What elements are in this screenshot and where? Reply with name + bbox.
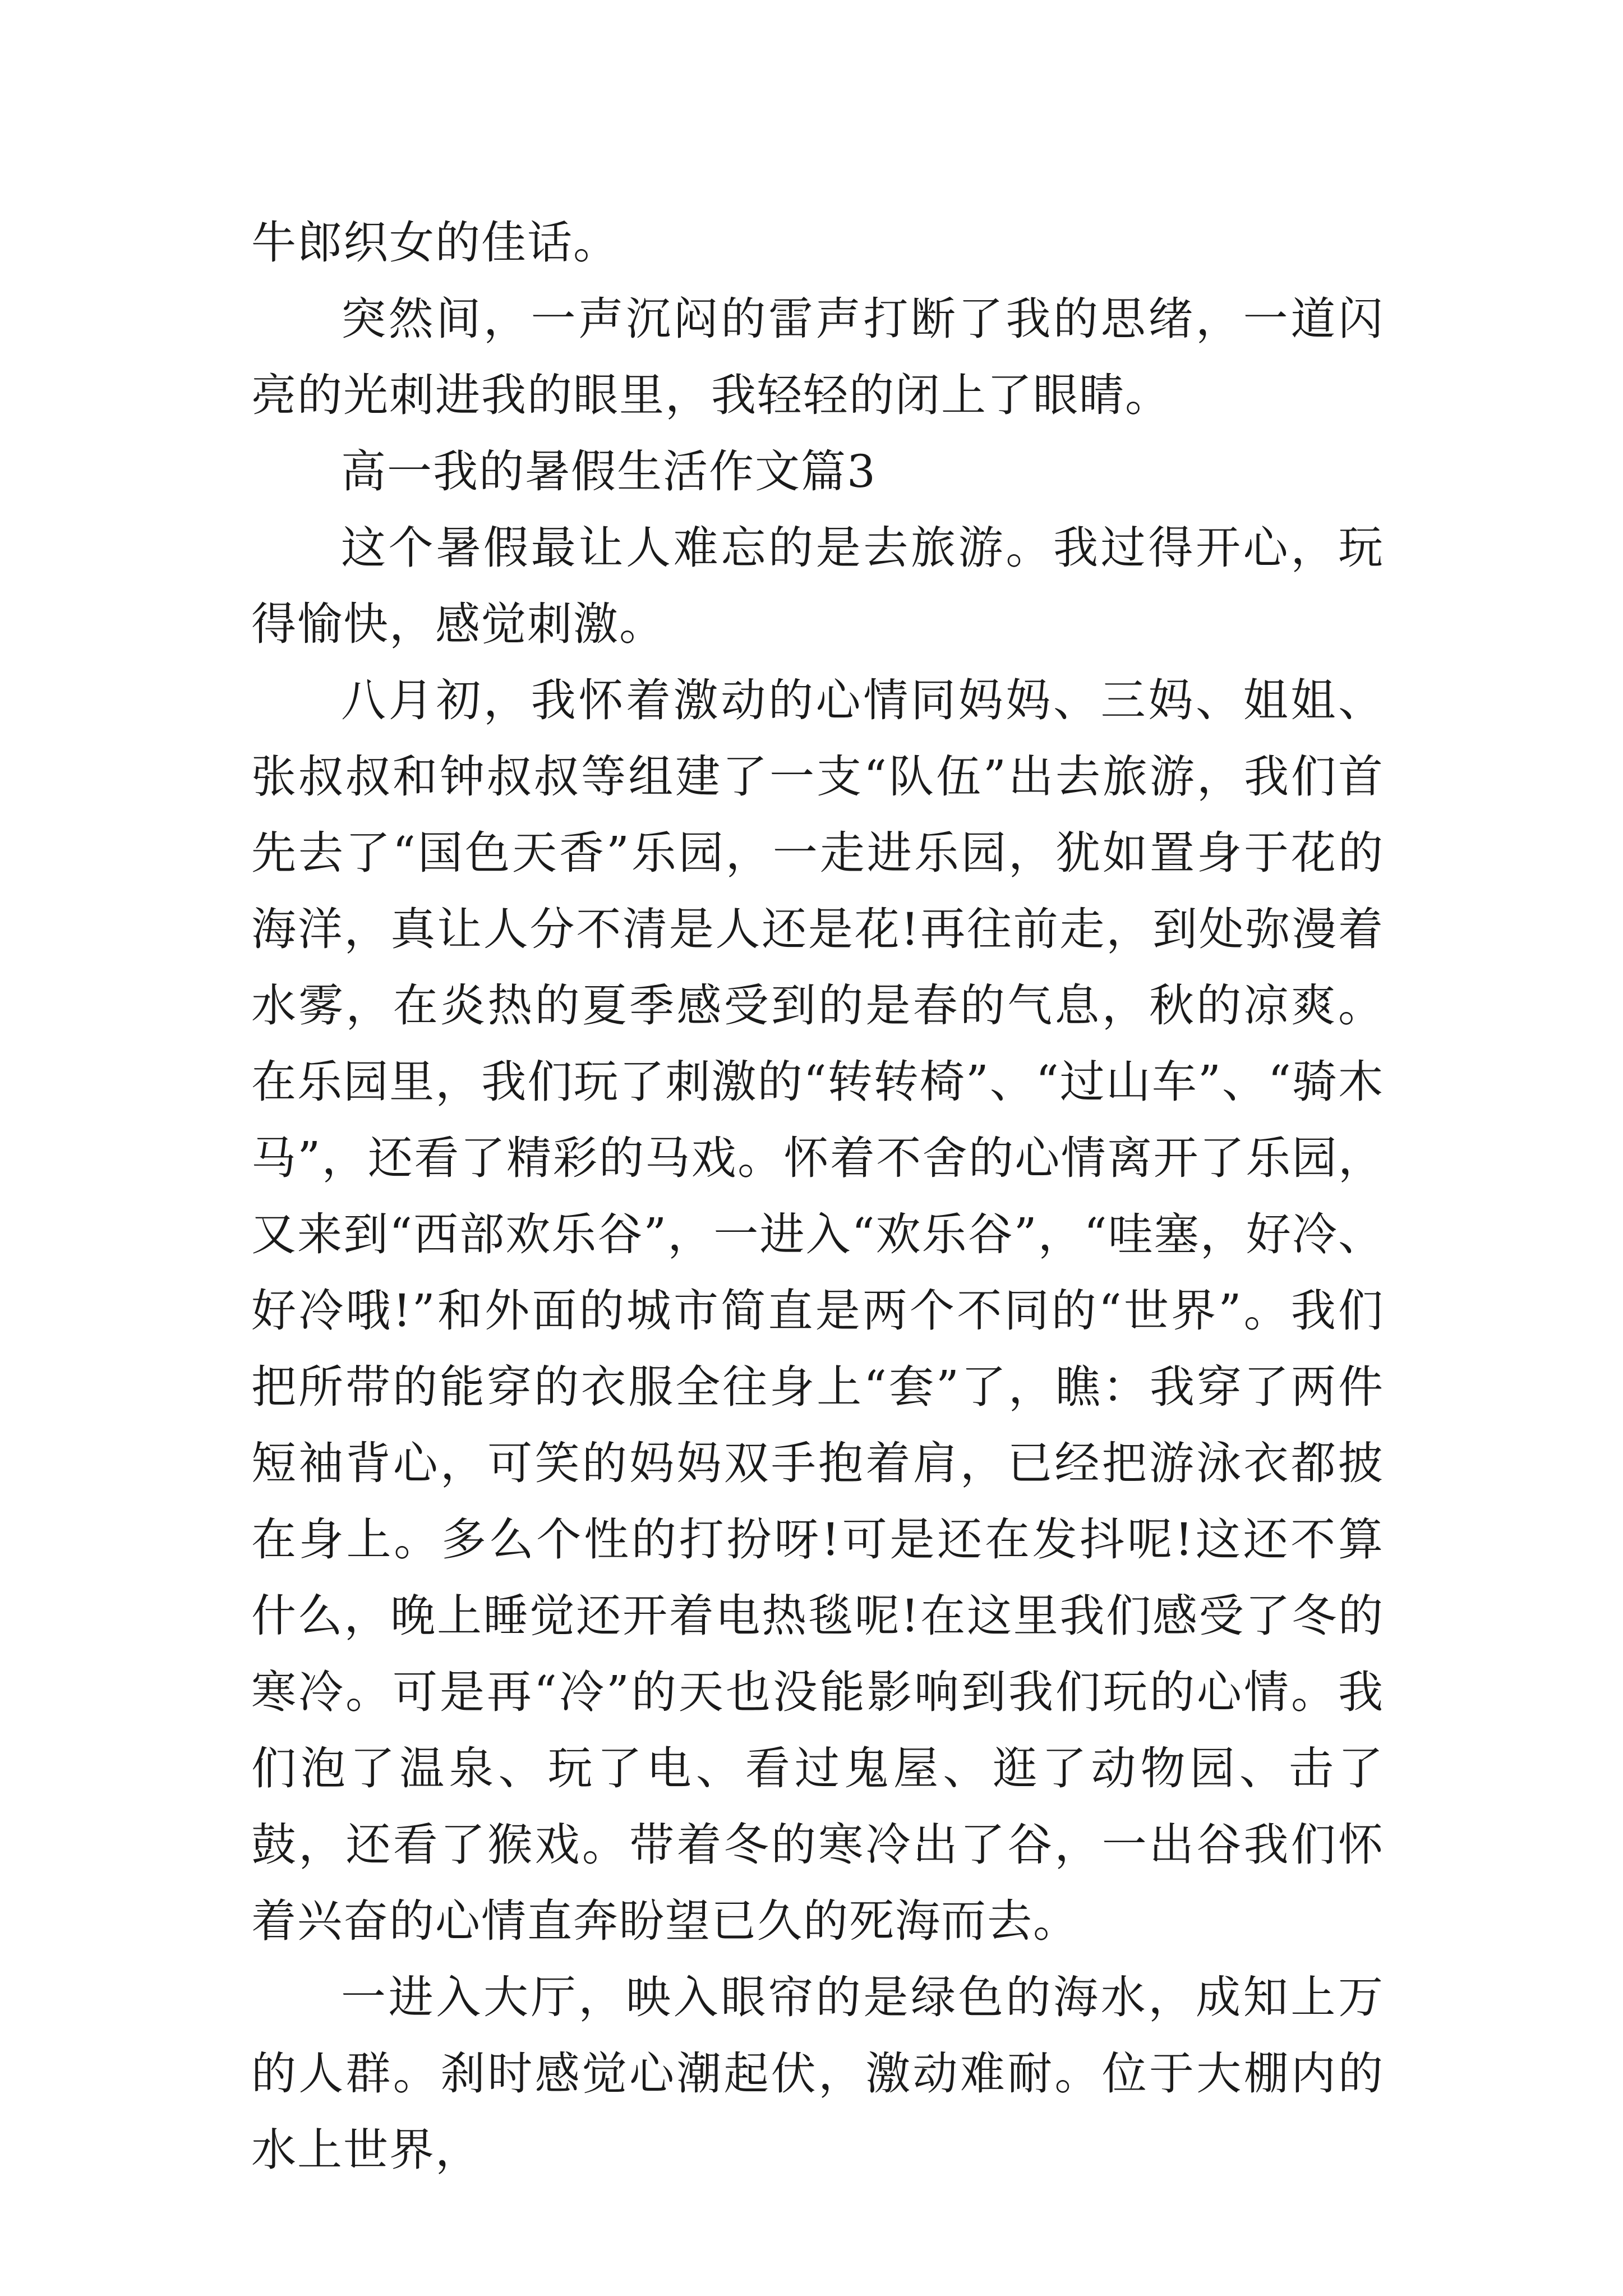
- document-body: [251, 205, 1384, 2188]
- paragraph-intro: 这个暑假最让人难忘的是去旅游。我过得开心，玩得愉快，感觉刺激。: [251, 522, 1384, 650]
- paragraph-journey: 八月初，我怀着激动的心情同妈妈、三妈、姐姐、张叔叔和钟叔叔等组建了一支“队伍”出去旅游，我们首先去了“国色天香”乐园，一走进乐园，犹如置身于花的海洋，真让人分不清是人还是花!再往前走，到处弥漫着水雾，在炎热的夏季感受到的是春的气息，秋的凉爽。在乐园里，我们玩了刺激的“转转椅”、“过山车”、“骑木马”，还看了精彩的马戏。怀着不舍的心情离开了乐园，又来到“西部欢乐谷”，一进入“欢乐谷”，“哇塞，好冷、好冷哦!”和外面的城市简直是两个不同的“世界”。我们把所带的能穿的衣服全往身上“套”了，瞧：我穿了两件短袖背心，可笑的妈妈双手抱着肩，已经把游泳衣都披在身上。多么个性的打扮呀!可是还在发抖呢!这还不算什么，晚上睡觉还开着电热毯呢!在这里我们感受了冬的寒冷。可是再“冷”的天也没能影响到我们玩的心情。我们泡了温泉、玩了电、看过鬼屋、逛了动物园、击了鼓，还看了猴戏。带着冬的寒冷出了谷，一出谷我们怀着兴奋的心情直奔盼望已久的死海而去。: [251, 674, 1384, 1947]
- essay-heading: 高一我的暑假生活作文篇3: [341, 445, 877, 498]
- paragraph-thunder: 突然间，一声沉闷的雷声打断了我的思绪，一道闪亮的光刺进我的眼里，我轻轻的闭上了眼睛。: [251, 293, 1384, 421]
- paragraph-continuation: 牛郎织女的佳话。: [251, 217, 619, 269]
- paragraph-dead-sea: 一进入大厅，映入眼帘的是绿色的海水，成知上万的人群。刹时感觉心潮起伏，激动难耐。位于大棚内的水上世界，: [251, 1971, 1384, 2176]
